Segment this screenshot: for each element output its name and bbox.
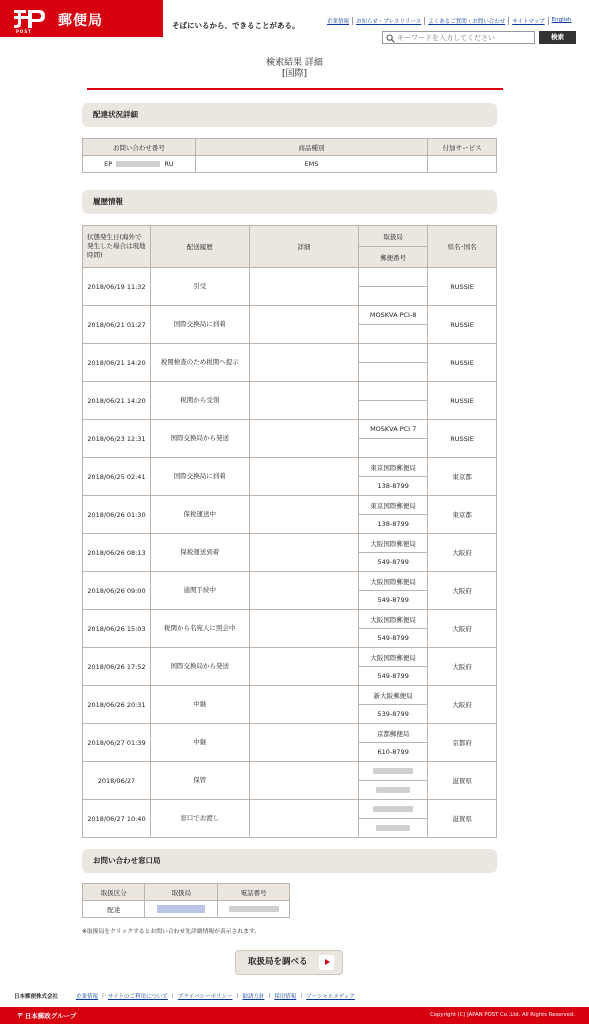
footer-link-corporate[interactable]: 企業情報: [76, 994, 99, 1000]
history-postal: [359, 819, 428, 838]
redacted-phone: [229, 906, 279, 912]
search-input[interactable]: [397, 32, 533, 43]
history-status: 国際交換局に到着: [150, 306, 249, 344]
footer-group-name: 日本郵政グループ: [24, 1012, 77, 1020]
history-status: 税関から受領: [150, 382, 249, 420]
history-status: 保税運送到着: [150, 534, 249, 572]
footer-group-logo[interactable]: [16, 1011, 76, 1020]
top-navigation: [324, 17, 575, 25]
nav-sitemap[interactable]: サイトマップ: [509, 17, 548, 25]
page-title: [0, 58, 589, 80]
history-region: 東京都: [428, 458, 497, 496]
history-row: [83, 648, 497, 667]
contact-phone-cell: [218, 901, 290, 918]
redacted-office: [157, 905, 205, 913]
history-office[interactable]: 東京国際郵便局: [359, 496, 428, 515]
col-contact-office: 取扱局: [145, 884, 218, 901]
history-region: 大阪府: [428, 648, 497, 686]
history-postal: [359, 287, 428, 306]
col-category: 取扱区分: [83, 884, 145, 901]
history-row: [83, 420, 497, 439]
history-detail: [249, 420, 359, 458]
footer-bar: [0, 1007, 589, 1024]
history-detail: [249, 306, 359, 344]
history-office[interactable]: 大阪国際郵便局: [359, 534, 428, 553]
nav-news[interactable]: お知らせ・プレスリリース: [353, 17, 425, 25]
history-detail: [249, 534, 359, 572]
footer-separator: |: [300, 993, 303, 999]
history-status: 国際交換局に到着: [150, 458, 249, 496]
site-header: [0, 0, 589, 50]
history-postal: [359, 363, 428, 382]
history-row: [83, 268, 497, 287]
history-region: RUSSIE: [428, 306, 497, 344]
history-table: [82, 225, 497, 838]
history-postal: 549-8799: [359, 553, 428, 572]
history-office[interactable]: 大阪国際郵便局: [359, 610, 428, 629]
section-contact-heading: お問い合わせ窓口局: [82, 849, 497, 873]
nav-english[interactable]: English: [551, 17, 572, 23]
history-office[interactable]: 新大阪郵便局: [359, 686, 428, 705]
footer-separator: |: [268, 993, 271, 999]
history-date: 2018/06/27 01:39: [83, 724, 151, 762]
history-detail: [249, 382, 359, 420]
history-region: 東京都: [428, 496, 497, 534]
history-region: RUSSIE: [428, 382, 497, 420]
history-postal: [359, 781, 428, 800]
history-date: 2018/06/26 17:52: [83, 648, 151, 686]
logo-sub: POST: [16, 29, 32, 34]
col-date: 状態発生日(海外で発生した場合は現地時間): [83, 226, 151, 268]
history-date: 2018/06/21 14:20: [83, 382, 151, 420]
history-detail: [249, 344, 359, 382]
history-postal: 549-8799: [359, 667, 428, 686]
history-row: [83, 572, 497, 591]
history-date: 2018/06/19 11:32: [83, 268, 151, 306]
nav-faq[interactable]: よくあるご質問・お問い合わせ: [425, 17, 509, 25]
history-postal: [359, 401, 428, 420]
redacted-office: [373, 806, 413, 812]
history-region: 大阪府: [428, 534, 497, 572]
history-detail: [249, 268, 359, 306]
page-title-sub: [国際]: [281, 69, 308, 79]
history-postal: 138-8799: [359, 515, 428, 534]
history-office: [359, 382, 428, 401]
delivery-table: [82, 138, 497, 173]
history-detail: [249, 458, 359, 496]
footer-separator: |: [171, 993, 174, 999]
history-detail: [249, 610, 359, 648]
history-date: 2018/06/26 01:30: [83, 496, 151, 534]
arrow-right-icon: [319, 955, 334, 970]
history-detail: [249, 762, 359, 800]
jp-post-logo-icon: [12, 8, 48, 30]
history-office[interactable]: 大阪国際郵便局: [359, 648, 428, 667]
title-underline: [87, 88, 503, 90]
col-inquiry-number: お問い合わせ番号: [83, 139, 196, 156]
logo[interactable]: [0, 0, 163, 37]
history-detail: [249, 724, 359, 762]
history-row: [83, 496, 497, 515]
history-status: 保管: [150, 762, 249, 800]
contact-category-cell: 配達: [83, 901, 145, 918]
history-date: 2018/06/26 15:03: [83, 610, 151, 648]
history-row: [83, 686, 497, 705]
history-status: 国際交換局から発送: [150, 420, 249, 458]
history-postal: 539-8799: [359, 705, 428, 724]
col-postal: 郵便番号: [359, 247, 428, 268]
col-additional-service: 付加サービス: [428, 139, 497, 156]
history-postal: [359, 439, 428, 458]
product-type-cell: EMS: [195, 156, 427, 173]
section-history-heading: 履歴情報: [82, 190, 497, 214]
footer-link-solicitation[interactable]: 勧誘方針: [242, 994, 265, 1000]
history-postal: 138-8799: [359, 477, 428, 496]
history-detail: [249, 800, 359, 838]
history-row: [83, 762, 497, 781]
history-date: 2018/06/27 10:40: [83, 800, 151, 838]
history-office[interactable]: MOSKVA PCI-8: [359, 306, 428, 325]
history-date: 2018/06/26 09:00: [83, 572, 151, 610]
history-date: 2018/06/26 08:13: [83, 534, 151, 572]
tagline: そばにいるから、できることがある。: [172, 21, 300, 30]
inquiry-number-cell: [83, 156, 196, 173]
history-office: [359, 268, 428, 287]
inquiry-prefix: EP: [104, 160, 113, 168]
history-region: 大阪府: [428, 686, 497, 724]
history-status: 税関検査のため税関へ提示: [150, 344, 249, 382]
history-office[interactable]: 東京国際郵便局: [359, 458, 428, 477]
history-row: [83, 800, 497, 819]
footer-link-careers[interactable]: 採用情報: [274, 994, 297, 1000]
history-region: RUSSIE: [428, 268, 497, 306]
history-postal: 549-8799: [359, 591, 428, 610]
history-detail: [249, 572, 359, 610]
redacted-postal: [376, 787, 410, 793]
history-office: [359, 344, 428, 363]
history-row: [83, 534, 497, 553]
history-date: 2018/06/26 20:31: [83, 686, 151, 724]
history-status: 中継: [150, 724, 249, 762]
logo-text: 郵便局: [58, 13, 103, 29]
col-office: 取扱局: [359, 226, 428, 247]
footer-separator: |: [102, 993, 104, 999]
search-icon: [386, 34, 395, 43]
find-office-label: 取扱局を調べる: [248, 957, 308, 967]
col-region: 県名･国名: [428, 226, 497, 268]
history-region: 滋賀県: [428, 800, 497, 838]
history-postal: 549-8799: [359, 629, 428, 648]
history-region: RUSSIE: [428, 344, 497, 382]
inquiry-suffix: RU: [164, 160, 174, 168]
col-detail: 詳細: [249, 226, 359, 268]
history-status: 通関手続中: [150, 572, 249, 610]
section-delivery-heading: 配達状況詳細: [82, 103, 497, 127]
contact-note: ※取扱局をクリックするとお問い合わせ先詳細情報が表示されます。: [82, 929, 261, 935]
history-detail: [249, 648, 359, 686]
history-date: 2018/06/23 12:31: [83, 420, 151, 458]
redacted-number: [116, 161, 160, 167]
find-office-button[interactable]: [235, 950, 343, 975]
history-status: 中継: [150, 686, 249, 724]
contact-table: [82, 883, 290, 918]
history-office[interactable]: MOSKVA PCI 7: [359, 420, 428, 439]
history-region: 大阪府: [428, 572, 497, 610]
history-row: [83, 382, 497, 401]
history-row: [83, 724, 497, 743]
page-title-main: 検索結果 詳細: [266, 58, 323, 68]
history-region: 滋賀県: [428, 762, 497, 800]
footer-link-terms[interactable]: サイトのご利用について: [107, 994, 168, 1000]
history-row: [83, 458, 497, 477]
history-row: [83, 306, 497, 325]
footer-link-privacy[interactable]: プライバシーポリシー: [177, 994, 233, 1000]
footer-separator: |: [236, 993, 239, 999]
col-phone: 電話番号: [218, 884, 290, 901]
history-status: 税関から名宛人に照会中: [150, 610, 249, 648]
history-date: 2018/06/25 02:41: [83, 458, 151, 496]
search-button[interactable]: 検索: [539, 31, 576, 44]
history-date: 2018/06/21 01:27: [83, 306, 151, 344]
col-product-type: 商品種別: [195, 139, 427, 156]
footer-links: [14, 992, 359, 1000]
history-row: [83, 344, 497, 363]
history-postal: [359, 325, 428, 344]
history-detail: [249, 686, 359, 724]
history-status: 引受: [150, 268, 249, 306]
nav-corporate[interactable]: 企業情報: [324, 17, 353, 25]
history-region: 京都府: [428, 724, 497, 762]
footer-jp-icon: 〒: [16, 1012, 23, 1020]
history-status: 国際交換局から発送: [150, 648, 249, 686]
history-postal: 610-8799: [359, 743, 428, 762]
copyright: Copyright (C) JAPAN POST Co.,Ltd. All Rights Reserved.: [430, 1012, 575, 1018]
footer-company: 日本郵便株式会社: [14, 994, 59, 1000]
search-box: [382, 31, 535, 44]
history-status: 保税運送中: [150, 496, 249, 534]
history-office: [359, 762, 428, 781]
history-date: 2018/06/27: [83, 762, 151, 800]
history-row: [83, 610, 497, 629]
history-region: RUSSIE: [428, 420, 497, 458]
col-status: 配送履歴: [150, 226, 249, 268]
history-office[interactable]: 大阪国際郵便局: [359, 572, 428, 591]
footer-link-social[interactable]: ソーシャルメディア: [306, 994, 355, 1000]
history-office[interactable]: 京都郵便局: [359, 724, 428, 743]
history-date: 2018/06/21 14:20: [83, 344, 151, 382]
history-detail: [249, 496, 359, 534]
redacted-postal: [376, 825, 410, 831]
contact-office-link[interactable]: [145, 901, 218, 918]
history-region: 大阪府: [428, 610, 497, 648]
additional-service-cell: [428, 156, 497, 173]
redacted-office: [373, 768, 413, 774]
history-office: [359, 800, 428, 819]
history-status: 窓口でお渡し: [150, 800, 249, 838]
